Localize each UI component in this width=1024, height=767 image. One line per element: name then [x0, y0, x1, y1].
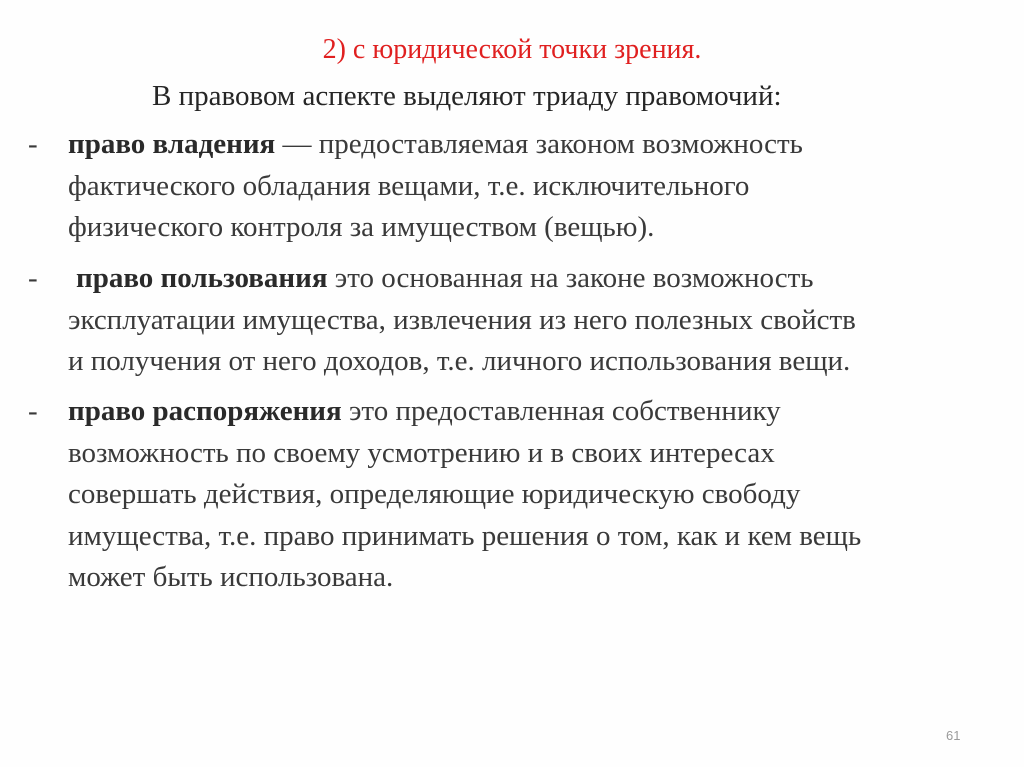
bullet-dash: - [28, 128, 38, 160]
bullet-line: может быть использована. [68, 561, 394, 593]
intro-text: В правовом аспекте выделяют триаду правомочий: [152, 80, 782, 112]
bullet-line [68, 124, 803, 166]
bullet-line [68, 391, 781, 433]
bullet-text: — предоставляемая законом возможность [275, 128, 803, 160]
bullet-term: право распоряжения [68, 395, 342, 427]
slide-heading: 2) с юридической точки зрения. [322, 34, 702, 65]
page-number: 61 [946, 728, 961, 743]
bullet-term: право пользования [76, 262, 328, 294]
bullet-dash: - [28, 262, 38, 294]
bullet-text: это основанная на законе возможность [327, 262, 814, 294]
bullet-term: право владения [68, 128, 276, 160]
bullet-line [76, 258, 814, 300]
bullet-dash: - [28, 395, 38, 427]
bullet-text: это предоставленная собственнику [341, 395, 781, 427]
bullet-line: фактического обладания вещами, т.е. исключительного [68, 169, 750, 202]
bullet-line: и получения от него доходов, т.е. личного использования вещи. [68, 345, 851, 377]
bullet-line: возможность по своему усмотрению и в своих интересах [68, 436, 775, 469]
bullet-line: эксплуатации имущества, извлечения из него полезных свойств [68, 303, 856, 336]
bullet-line: физического контроля за имуществом (вещью). [68, 211, 655, 243]
bullet-line: имущества, т.е. право принимать решения о том, как и кем вещь [68, 519, 862, 552]
bullet-line: совершать действия, определяющие юридическую свободу [68, 478, 801, 510]
